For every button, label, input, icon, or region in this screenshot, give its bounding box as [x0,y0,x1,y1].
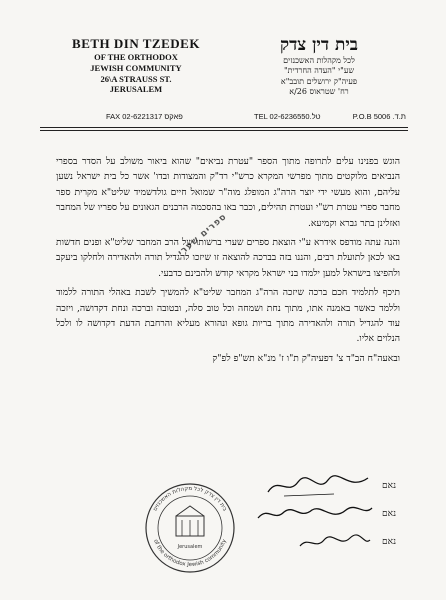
court-address-english: 26\A STRAUSS ST. [100,73,172,84]
signature-label: נאם [382,509,396,519]
court-city-english: JERUSALEM [109,84,163,95]
signature-row-2 [256,500,396,528]
seal-center-text: Jerusalem [177,544,203,550]
court-line2-english: OF THE ORTHODOX [94,52,178,63]
paragraph-2: והנה עתה מודפס אידרא ע"י הוצאת ספרים שערי ברשותו של הרב המחבר שליט"א ופנים חדשות באו לכאן לתועלת רבים, והננו בזה בברכה להוצאה זו שיזכו להגדיל תורה ולהאדירה ולחלקו ביעקב ולהפיצו בישראל למען ילמדו בני ישראל מקראי קודש ולהבינם כדבעי. [56,237,400,279]
oblique-stamp: ספרים שערי [176,211,230,259]
letter-body [56,154,400,370]
court-line3-hebrew: שע"י "העדה החרדית" [283,66,355,76]
signature-block [256,472,396,556]
paragraph-date: ובאעה"ח הב"ד צ' דפעיה"ק ת"ו ז' מנ"א תש"פ לפ"ק [212,352,400,364]
contact-row [48,112,408,124]
header-divider-bottom [40,130,408,131]
court-name-hebrew: בית דין צדק [279,35,358,55]
letterhead-hebrew [230,34,408,98]
court-line2-hebrew: לכל מקהלות האשכנזים [283,56,355,66]
signature-label: נאם [382,481,396,491]
po-box: P.O.B 5006 .ת.ד [352,112,406,121]
court-line4-hebrew: פעיה"ק ירושלים תובב"א [280,76,358,86]
letterhead-english [52,36,220,95]
seal-top-text: בית דין צדק לכל מקהלות האשכנזים [152,485,228,513]
fax-number: FAX 02-6221317 פאקס [106,112,183,121]
signature-row-1 [256,472,396,500]
court-name-english: BETH DIN TZEDEK [72,36,200,51]
signature-row-3 [256,528,396,556]
paragraph-3: תיכף לתלמיד חכם ברכה שיזכה הרה"ג המחבר שליט"א להמשיך לשבת באהלי התורה ללמוד וללמד כאשר באמנה אתו, מתוך נחת ושמחה וכל טוב סלה, ובטובה וברכה ונחת דקדושה, ויזכה עוד להגדיל תורה ולהאדירה מתוך בריות גופא ונהורא מעליא והרחבת הדעת דקדושה לו ולכל הנלוים אליו. [56,287,400,345]
paragraph-1: הוגש בפנינו עלים לתרופה מתוך הספר "עטרת נביאים" שהוא ביאור משולב על הסדר בספרי הנביאים מלוקטים מתוך מפרשי המקרא כרש"י רד"ק והמצודות ובדו' אשר כל בית ישראל נשען עליהם, והוא מעשי ידי יוצר הרה"ג המופלג מוה"ר שמואל חיים גולדשמיד שליט"א מקרית ספר מחבר ספרי עטרת רש"י ועטרת תהילים, וכבר באו בהסכמה הרבנים הגאונים על ספריו של המחבר ואזלינן בתר גברא וקמיעא. [56,156,400,229]
header-divider-top [40,127,408,128]
signature-1-image [264,472,374,500]
court-line3-english: JEWISH COMMUNITY [90,62,182,73]
signature-3-image [294,528,374,556]
phone-number: TEL 02-6236550.טל [254,112,321,121]
signature-label: נאם [382,537,396,547]
svg-text:בית דין צדק לכל מקהלות האשכנזי [152,485,227,512]
court-address-hebrew: רח' שטראוס 26/א [289,87,349,97]
seal-bottom-text: of the orthodox Jewish community [152,538,228,569]
signature-2-image [256,500,374,528]
